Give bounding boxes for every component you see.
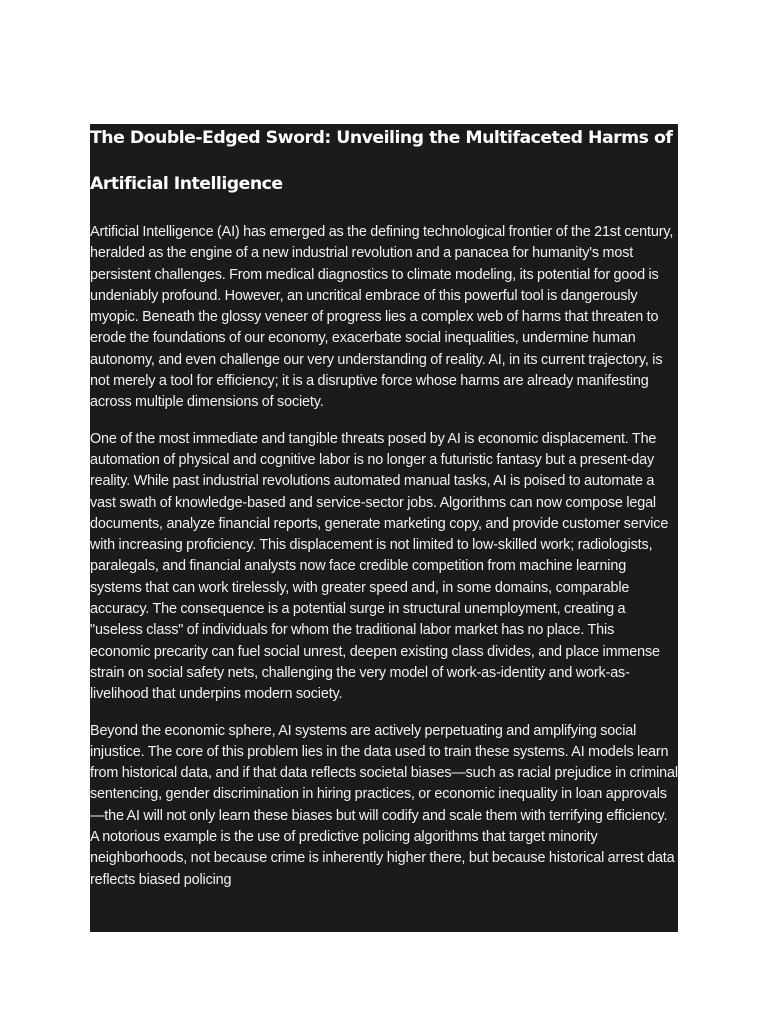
document-panel [90,124,678,932]
paragraph-economic-displacement: One of the most immediate and tangible threats posed by AI is economic displacement. The automation of physical and cognitive labor is no longer a futuristic fantasy but a present-day reality. While past industrial revolutions automated manual tasks, AI is poised to automate a vast swath of knowledge-based and service-sector jobs. Algorithms can now compose legal documents, analyze financial reports, generate marketing copy, and provide customer service with increasing proficiency. This displacement is not limited to low-skilled work; radiologists, paralegals, and financial analysts now face credible competition from machine learning systems that can work tirelessly, with greater speed and, in some domains, comparable accuracy. The consequence is a potential surge in structural unemployment, creating a "useless class" of individuals for whom the traditional labor market has no place. This economic precarity can fuel social unrest, deepen existing class divides, and place immense strain on social safety nets, challenging the very model of work-as-identity and work-as-livelihood that underpins modern society. [90,430,669,703]
paragraph-intro: Artificial Intelligence (AI) has emerged as the defining technological frontier of the 21st century, heralded as the engine of a new industrial revolution and a panacea for humanity's most persistent challenges. From medical diagnostics to climate modeling, its potential for good is undeniably profound. However, an uncritical embrace of this powerful tool is dangerously myopic. Beneath the glossy veneer of progress lies a complex web of harms that threaten to erode the foundations of our economy, exacerbate social inequalities, undermine human autonomy, and even challenge our very understanding of reality. AI, in its current trajectory, is not merely a tool for efficiency; it is a disruptive force whose harms are already manifesting across multiple dimensions of society. [90,224,674,411]
document-title: The Double-Edged Sword: Unveiling the Multifaceted Harms of Artificial Intelligence [90,128,673,194]
paragraph-social-injustice: Beyond the economic sphere, AI systems are actively perpetuating and amplifying social injustice. The core of this problem lies in the data used to train these systems. AI models learn from historical data, and if that data reflects societal biases—such as racial prejudice in criminal sentencing, gender discrimination in hiring practices, or economic inequality in loan approvals—the AI will not only learn these biases but will codify and scale them with terrifying efficiency. A notorious example is the use of predictive policing algorithms that target minority neighborhoods, not because crime is inherently higher there, but because historical arrest data reflects biased policing [90,722,678,888]
